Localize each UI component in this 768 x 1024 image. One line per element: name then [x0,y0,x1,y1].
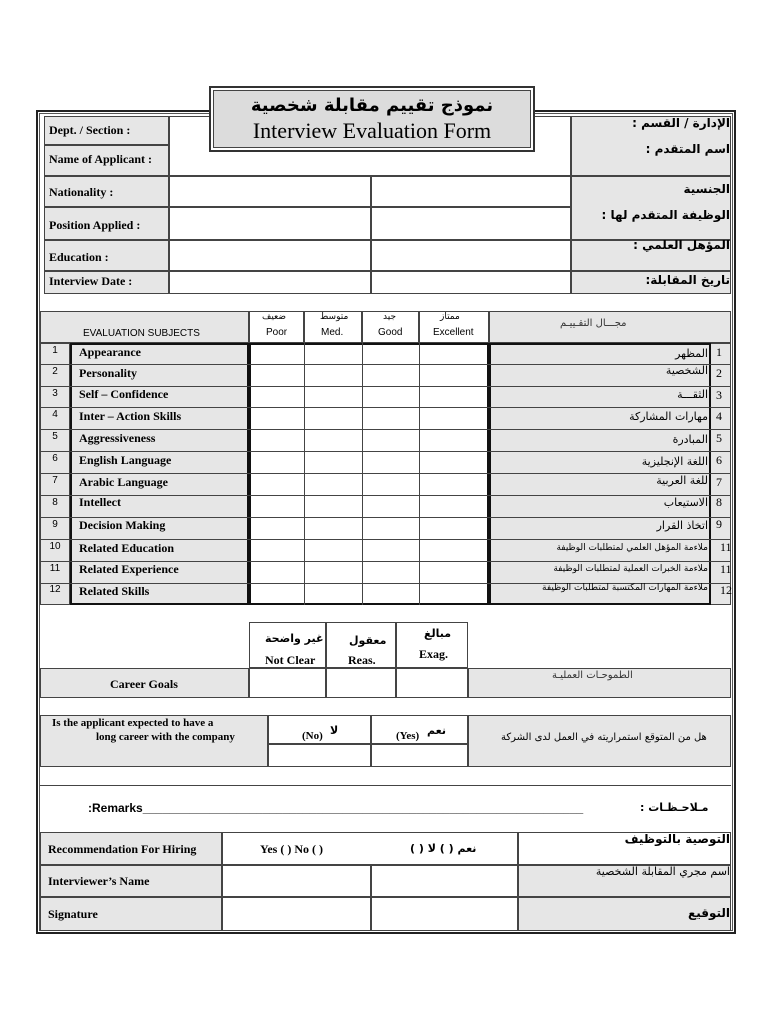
long-career-yes-header [371,715,468,744]
row-line [40,364,731,365]
long-career-no-en: (No) [302,730,323,742]
long-career-yes-checkbox[interactable] [371,744,468,767]
form-title-arabic: نموذج تقييم مقابلة شخصية [250,95,494,116]
subject-english-language: English Language [79,453,172,467]
subject-ar-aggressiveness: المبادرة [672,433,708,446]
long-career-no-checkbox[interactable] [268,744,371,767]
subject-ar-interaction-skills: مهارات المشاركة [629,410,708,423]
form-title-box [209,86,535,152]
date-input-ar[interactable] [371,271,571,294]
dept-label: Dept. / Section : [49,123,131,137]
ar-row-number: 11 [720,540,732,554]
education-input-ar[interactable] [371,240,571,271]
long-career-question-ar: هل من المتوقع استمراريته في العمل لدى الشركة [501,732,707,743]
ar-row-number: 11 [720,562,732,576]
date-input-en[interactable] [169,271,371,294]
subject-ar-english-language: اللغة الإنجليزية [641,455,708,468]
position-label: Position Applied : [49,218,141,232]
subject-ar-related-education: ملاءمة المؤهل العلمي لمتطلبات الوظيفة [556,543,708,553]
row-number: 5 [52,431,58,442]
section-separator [40,785,731,786]
eval-subjects-header: EVALUATION SUBJECTS [83,328,200,339]
rating-grid[interactable] [249,343,489,605]
row-number: 2 [52,366,58,377]
career-goals-label: Career Goals [110,677,178,691]
career-not-clear-checkbox[interactable] [249,668,326,698]
interview-date-ar-label: تاريخ المقابلة: [645,273,730,287]
long-career-yes-en: (Yes) [396,730,420,742]
subject-ar-appearance: المظهر [675,347,708,360]
recommendation-options-en[interactable]: Yes ( ) No ( ) [260,842,323,856]
recommendation-options-ar[interactable]: نعم ( ) لا ( ) [410,842,477,855]
career-reas-ar: معقول [349,634,387,647]
subject-decision-making: Decision Making [79,518,166,532]
rating-good-en: Good [378,327,403,338]
nationality-input-en[interactable] [169,176,371,207]
recommendation-label: Recommendation For Hiring [48,842,197,856]
rating-divider-2 [362,343,363,605]
applicant-name-ar-label: اسم المتقدم : [645,142,730,156]
rating-divider-3 [419,343,420,605]
subject-intellect: Intellect [79,495,121,509]
rating-poor-en: Poor [266,327,288,338]
subject-ar-personality: الشخصية [665,364,708,377]
ar-row-number: 8 [716,495,722,509]
ar-row-number: 1 [716,345,722,359]
row-number: 12 [49,584,61,595]
education-input-en[interactable] [169,240,371,271]
ar-row-number: 9 [716,517,722,531]
subject-related-experience: Related Experience [79,562,179,576]
rating-excellent-en: Excellent [433,327,474,338]
row-number: 1 [52,345,58,356]
row-number: 7 [52,475,58,486]
row-line [40,539,731,540]
ar-row-number: 7 [716,475,722,489]
form-title-english: Interview Evaluation Form [252,118,492,143]
career-goals-ar-label: الطموحـات العمليـة [552,670,633,681]
education-ar-label: المؤهل العلمي : [633,238,730,252]
recommendation-ar-label: التوصية بالتوظيف [624,832,730,846]
interviewer-name-input-en[interactable] [222,865,371,897]
signature-input-en[interactable] [222,897,371,931]
row-number: 9 [52,519,58,530]
subject-related-education: Related Education [79,541,175,555]
row-number: 11 [49,563,61,574]
career-exag-checkbox[interactable] [396,668,468,698]
row-line [40,429,731,430]
education-label: Education : [49,250,109,264]
dept-ar-label: الإدارة / القسم : [632,116,730,130]
signature-label: Signature [48,907,98,921]
rating-med-ar: متوسط [320,312,349,322]
applicant-name-label: Name of Applicant : [49,152,152,166]
nationality-label: Nationality : [49,185,114,199]
remarks-ar-label: مـلاحـظـات : [640,801,709,814]
ar-row-number: 2 [716,366,722,380]
row-number: 10 [49,541,61,552]
subject-related-skills: Related Skills [79,584,150,598]
ar-row-number: 5 [716,431,722,445]
position-input-en[interactable] [169,207,371,240]
nationality-ar-label: الجنسية [683,182,730,196]
career-reas-checkbox[interactable] [326,668,396,698]
subject-arabic-language: Arabic Language [79,475,169,489]
row-line [40,473,731,474]
rating-poor-ar: ضعيف [262,312,287,322]
subject-appearance: Appearance [79,345,141,359]
ar-row-number: 3 [716,388,722,402]
ar-row-number: 4 [716,409,722,423]
rating-excellent-ar: ممتاز [440,312,460,322]
rating-divider-1 [304,343,305,605]
career-reas-en: Reas. [348,653,376,667]
ar-row-number: 6 [716,453,722,467]
subject-ar-arabic-language: للغة العربية [656,474,708,487]
nationality-input-ar[interactable] [371,176,571,207]
subject-ar-decision-making: اتخاذ القرار [656,519,708,532]
subject-personality: Personality [79,366,137,380]
position-ar-label: الوظيفة المتقدم لها : [601,208,730,222]
row-number: 8 [52,497,58,508]
long-career-question-line2: long career with the company [96,731,235,743]
interviewer-name-input-ar[interactable] [371,865,518,897]
rating-good-ar: جيد [383,312,397,322]
rating-med-en: Med. [321,327,344,338]
long-career-yes-ar: نعم [427,724,446,737]
subject-ar-intellect: الاستيعاب [663,496,708,509]
interview-date-label: Interview Date : [49,274,133,288]
row-line [40,451,731,452]
row-number: 6 [52,453,58,464]
career-not-clear-en: Not Clear [265,653,316,667]
long-career-question-line1: Is the applicant expected to have a [52,717,214,729]
row-line [40,407,731,408]
position-input-ar[interactable] [371,207,571,240]
eval-subjects-ar-header: مجـــال التقـييـم [560,318,627,329]
subject-aggressiveness: Aggressiveness [79,431,156,445]
career-exag-en: Exag. [419,647,449,661]
career-not-clear-ar: غير واضحة [265,632,324,645]
subject-ar-self-confidence: الثقـــة [677,388,708,401]
subject-interaction-skills: Inter – Action Skills [79,409,182,423]
long-career-no-ar: لا [330,724,339,737]
subject-ar-related-experience: ملاءمة الخبرات العملية لمتطلبات الوظيفة [553,564,708,574]
row-number: 3 [52,388,58,399]
signature-input-ar[interactable] [371,897,518,931]
subject-self-confidence: Self – Confidence [79,387,169,401]
signature-ar-label: التوقيع [688,906,730,920]
row-number: 4 [52,409,58,420]
remarks-line[interactable]: :Remarks__________________________________________________________________ [88,801,584,815]
career-exag-ar: مبالغ [424,627,452,640]
ar-row-number: 12 [720,583,732,597]
row-line [40,495,731,496]
subject-ar-related-skills: ملاءمة المهارات المكتسبة لمتطلبات الوظيفة [542,583,708,593]
interviewer-name-ar-label: اسم مجري المقابلة الشخصية [595,865,730,878]
interviewer-name-label: Interviewer’s Name [48,874,150,888]
